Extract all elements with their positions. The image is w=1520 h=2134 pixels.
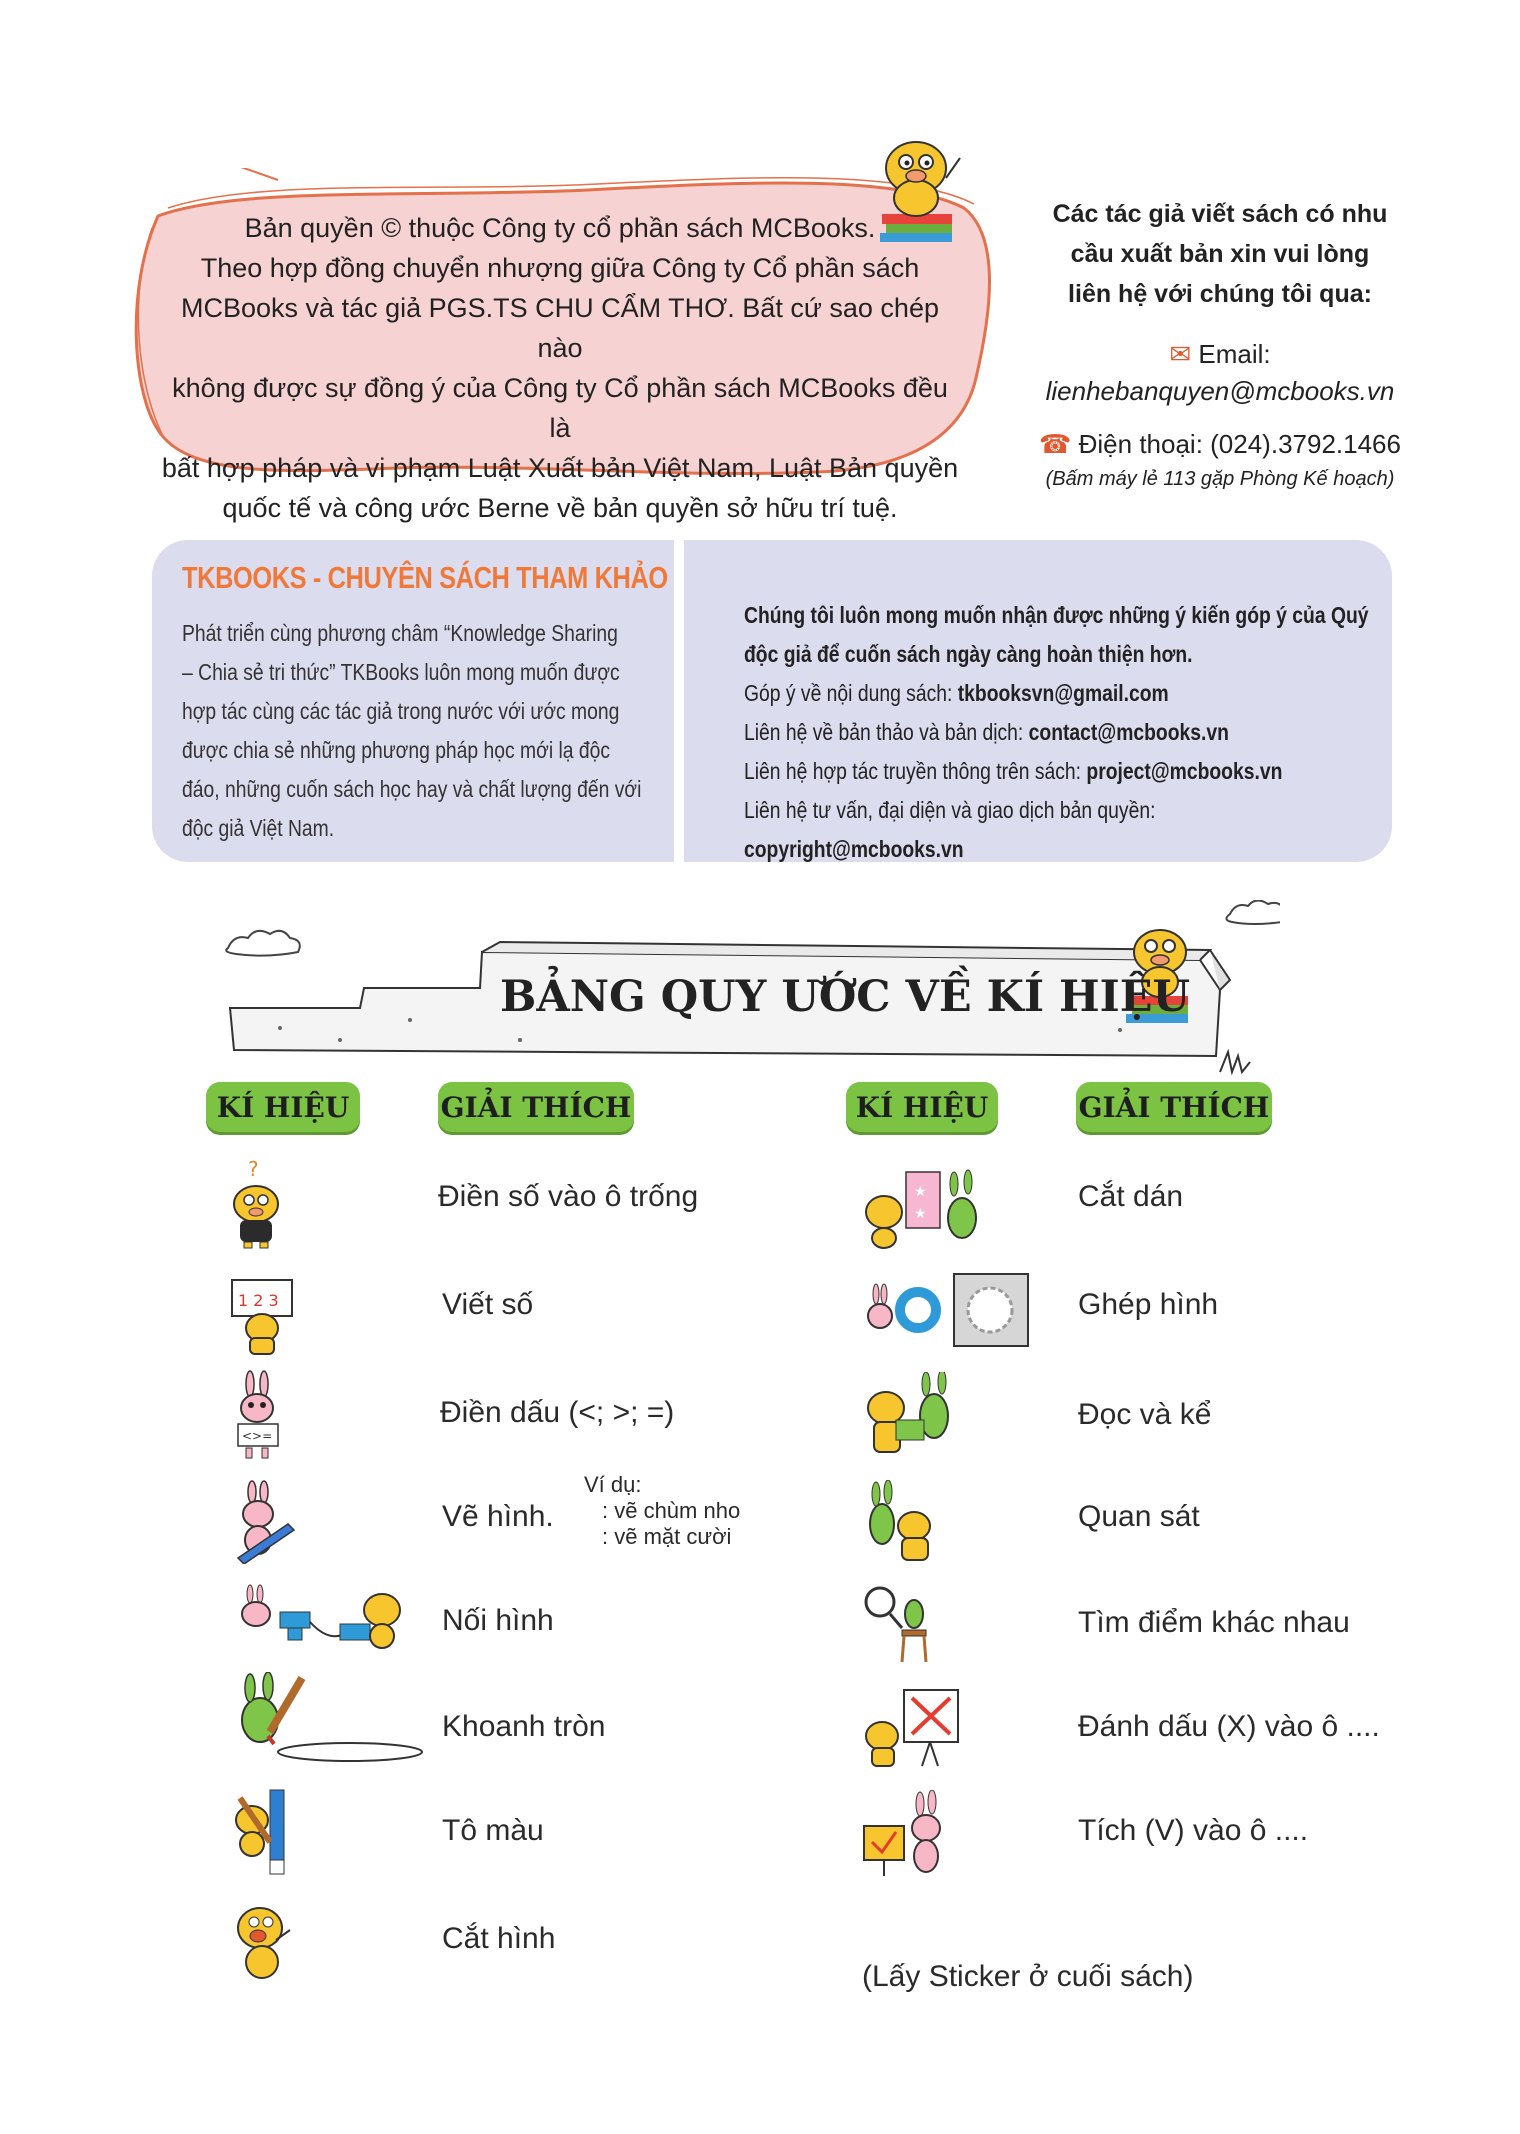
legend-label: Tích (V) vào ô ....	[1078, 1814, 1309, 1847]
legend-label: Quan sát	[1078, 1500, 1200, 1533]
rabbit-pencil-icon	[230, 1480, 300, 1564]
read-tell-icon	[862, 1372, 962, 1458]
copyright-notice	[160, 208, 960, 528]
contact-line: Liên hệ về bản thảo và bản dịch: contact@mcbooks.vn	[744, 719, 1229, 745]
legend-label: Tô màu	[442, 1814, 544, 1847]
header-explain-right: GIẢI THÍCH	[1076, 1082, 1272, 1132]
copyright-line: Bản quyền © thuộc Công ty cổ phần sách MCBooks.	[244, 213, 876, 243]
coloring-icon	[230, 1786, 296, 1878]
cut-paste-icon	[862, 1166, 992, 1252]
observe-icon	[862, 1480, 942, 1566]
phone-icon: ☎	[1039, 429, 1072, 459]
numbers-board-icon	[228, 1276, 298, 1358]
contact-email[interactable]: copyright@mcbooks.vn	[744, 836, 964, 862]
magnifier-icon	[862, 1584, 936, 1666]
contact-email[interactable]: contact@mcbooks.vn	[1028, 719, 1229, 745]
legend-label: Điền dấu (<; >; =)	[440, 1396, 675, 1429]
legend-label: Đọc và kể	[1078, 1398, 1212, 1431]
legend-label: Khoanh tròn	[442, 1710, 606, 1743]
copyright-line: quốc tế và công ước Berne về bản quyền sở hữu trí tuệ.	[222, 493, 898, 523]
connect-shapes-icon	[230, 1584, 410, 1654]
header-explain-left: GIẢI THÍCH	[438, 1082, 634, 1132]
legend-label: Cắt dán	[1078, 1180, 1184, 1213]
mark-x-icon	[862, 1686, 962, 1770]
header-symbol-right: KÍ HIỆU	[846, 1082, 998, 1132]
legend-title: BẢNG QUY ƯỚC VỀ KÍ HIỆU	[500, 972, 1191, 1022]
phone-row	[1020, 424, 1420, 464]
legend-label: Vẽ hình.	[442, 1500, 554, 1533]
contact-email[interactable]: tkbooksvn@gmail.com	[957, 680, 1169, 706]
legend-label: Nối hình	[442, 1604, 554, 1637]
copyright-line: không được sự đồng ý của Công ty Cổ phần sách MCBooks đều là	[172, 373, 948, 443]
cutting-icon	[228, 1900, 294, 1984]
pig-question-icon	[226, 1160, 286, 1250]
contact-line: Góp ý về nội dung sách: tkbooksvn@gmail.com	[744, 680, 1169, 706]
legend-label: Điền số vào ô trống	[438, 1180, 699, 1213]
contact-heading: Các tác giả viết sách có nhu cầu xuất bản xin vui lòng liên hệ với chúng tôi qua:	[1052, 200, 1388, 308]
contact-line: Liên hệ tư vấn, đại diện và giao dịch bản quyền: copyright@mcbooks.vn	[744, 797, 1156, 862]
tkbooks-contact-list: Chúng tôi luôn mong muốn nhận được những ý kiến góp ý của Quý độc giả để cuốn sách ngày càng hoàn thiện hơn. Góp ý về nội dung sách: tkbooksvn@gmail.com Liên hệ về bản thảo và bản dịch: contact@mcbooks.vn Liên hệ hợp tác truyền thông trên sách: project@mcbooks.vn Liên hệ tư vấn, đại diện và giao dịch bản quyền: copyright@mcbooks.vn	[744, 596, 1374, 869]
contact-line: Liên hệ hợp tác truyền thông trên sách: project@mcbooks.vn	[744, 758, 1283, 784]
sticker-note: (Lấy Sticker ở cuối sách)	[862, 1960, 1194, 1993]
legend-label: Tìm điểm khác nhau	[1078, 1606, 1350, 1639]
puzzle-icon	[862, 1270, 1032, 1352]
email-link[interactable]: lienhebanquyen@mcbooks.vn	[1045, 376, 1395, 406]
draw-example: Ví dụ: : vẽ chùm nho : vẽ mặt cười	[584, 1472, 741, 1549]
svg-text:★: ★	[914, 1184, 927, 1200]
tkbooks-title: TKBOOKS - CHUYÊN SÁCH THAM KHẢO	[182, 560, 668, 595]
header-symbol-left: KÍ HIỆU	[206, 1082, 360, 1132]
rabbit-compare-icon	[230, 1370, 286, 1462]
legend-label: Ghép hình	[1078, 1288, 1219, 1321]
contact-info	[1020, 194, 1420, 494]
email-label: Email:	[1198, 339, 1271, 369]
tkbooks-description: Phát triển cùng phương châm “Knowledge Sharing – Chia sẻ tri thức” TKBooks luôn mong muốn được hợp tác cùng các tác giả trong nước với ước mong được chia sẻ những phương pháp học mới lạ độc đáo, những cuốn sách học hay và chất lượng đến với độc giả Việt Nam.	[182, 620, 642, 841]
svg-text:★: ★	[914, 1206, 927, 1222]
phone-note: (Bấm máy lẻ 113 gặp Phòng Kế hoạch)	[1045, 468, 1395, 490]
envelope-icon: ✉	[1169, 339, 1192, 369]
email-row	[1020, 336, 1420, 372]
copyright-line: bất hợp pháp và vi phạm Luật Xuất bản Việt Nam, Luật Bản quyền	[161, 453, 959, 483]
contact-email[interactable]: project@mcbooks.vn	[1086, 758, 1283, 784]
copyright-line: Theo hợp đồng chuyển nhượng giữa Công ty Cổ phần sách	[200, 253, 920, 283]
legend-label: Viết số	[442, 1288, 534, 1321]
tick-v-icon	[862, 1790, 952, 1880]
svg-text:?: ?	[248, 1160, 259, 1181]
legend-label: Đánh dấu (X) vào ô ....	[1078, 1710, 1380, 1743]
phone-number: Điện thoại: (024).3792.1466	[1078, 429, 1401, 459]
svg-text:<>=: <>=	[242, 1429, 273, 1443]
legend-label: Cắt hình	[442, 1922, 556, 1955]
svg-text:1 2 3: 1 2 3	[238, 1291, 279, 1310]
copyright-line: MCBooks và tác giả PGS.TS CHU CẨM THƠ. Bất cứ sao chép nào	[181, 293, 939, 363]
circle-brush-icon	[230, 1672, 430, 1764]
